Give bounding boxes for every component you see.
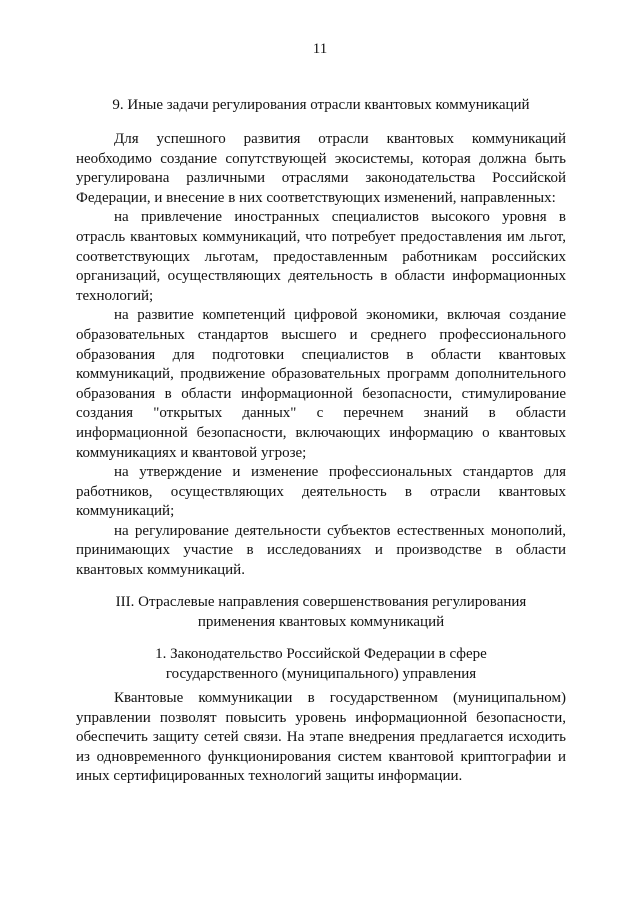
paragraph-digital-competencies: на развитие компетенций цифровой экономики, включая создание образовательных стандартов высшего и среднего профессионального образования для подготовки специалистов в области квантовых коммуникаций, продвижение образовательных программ дополнительного образования в области информационной безопасности, стимулирование создания "открытых данных" с перечнем знаний в области информационной безопасности, включающих информацию о квантовых коммуникациях и квантовой угрозе;	[76, 307, 566, 461]
paragraph-foreign-specialists: на привлечение иностранных специалистов высокого уровня в отрасль квантовых коммуникаций, что потребует предоставления им льгот, соответствующих льготам, предоставленным работникам российских организаций, осуществляющих деятельность в области информационных технологий;	[76, 209, 566, 304]
section-3-heading	[76, 592, 566, 632]
section-3-heading-line-2: применения квантовых коммуникаций	[197, 614, 445, 630]
paragraph-natural-monopolies: на регулирование деятельности субъектов естественных монополий, принимающих участие в исследованиях и производстве в области квантовых коммуникаций.	[76, 522, 566, 579]
subsection-1-heading	[76, 644, 566, 684]
page-number: 11	[312, 41, 328, 57]
paragraph-intro: Для успешного развития отрасли квантовых коммуникаций необходимо создание сопутствующей экосистемы, которая должна быть урегулирована различными отраслями законодательства Российской Федерации, и внесение в них соответствующих изменений, направленных:	[76, 131, 566, 206]
section-3-heading-line-1: III. Отраслевые направления совершенствования регулирования	[115, 594, 527, 610]
subsection-1-body	[76, 689, 566, 787]
section-9-heading: 9. Иные задачи регулирования отрасли квантовых коммуникаций	[112, 97, 530, 113]
paragraph-government-management: Квантовые коммуникации в государственном (муниципальном) управлении позволят повысить уровень информационной безопасности, обеспечить защиту сетей связи. На этапе внедрения предлагается исходить из одновременного функционирования систем квантовой криптографии и иных сертифицированных технологий защиты информации.	[76, 690, 566, 785]
subsection-1-heading-line-2: государственного (муниципального) управления	[165, 666, 477, 682]
paragraph-professional-standards: на утверждение и изменение профессиональных стандартов для работников, осуществляющих деятельность в отрасли квантовых коммуникаций;	[76, 464, 566, 520]
subsection-1-heading-line-1: 1. Законодательство Российской Федерации в сфере	[155, 646, 487, 662]
section-9-body	[76, 130, 566, 581]
